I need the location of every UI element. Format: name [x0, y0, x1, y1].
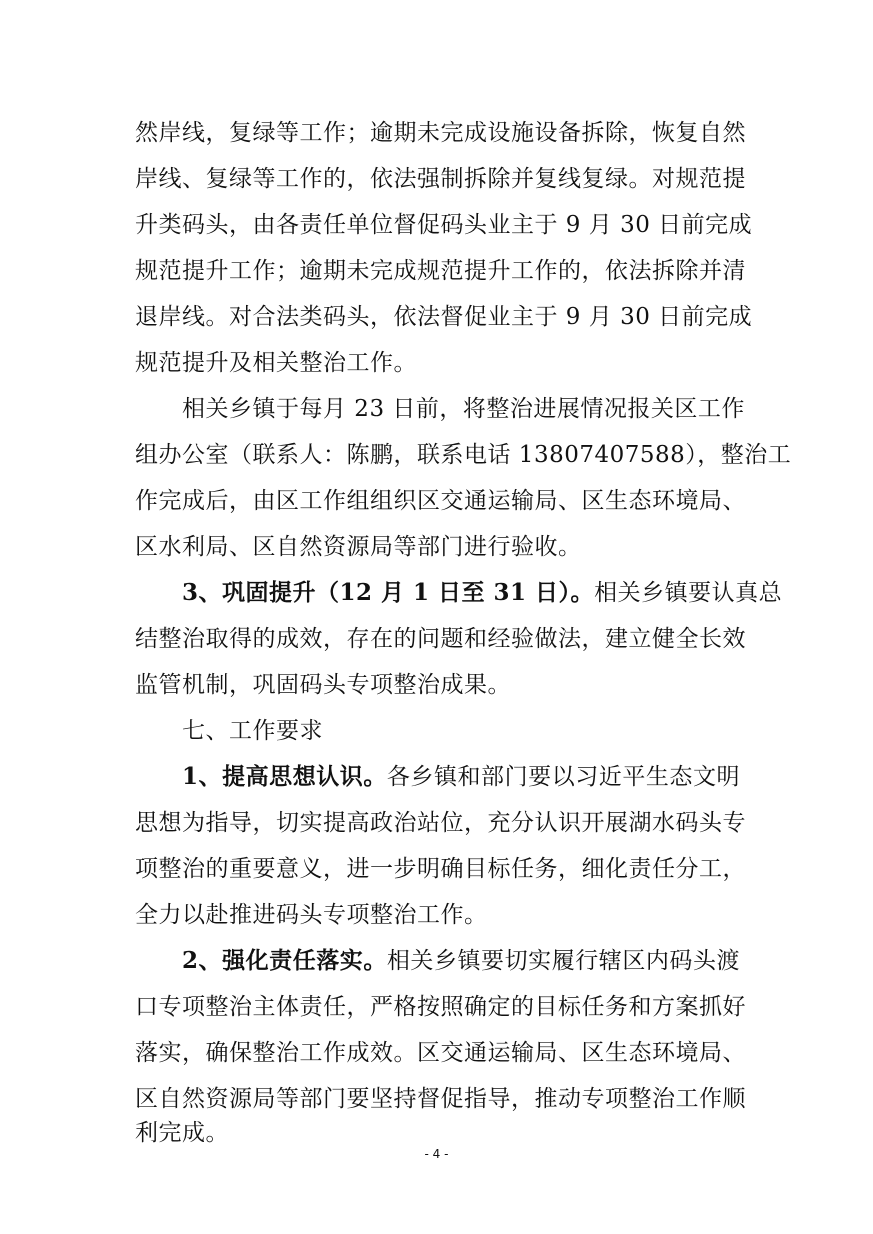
body-text-line: 区水利局、区自然资源局等部门进行验收。 — [135, 534, 582, 560]
body-text-line — [182, 578, 783, 608]
body-text-span: 各乡镇和部门要以习近平生态文明 — [386, 764, 740, 790]
body-text-line: 规范提升工作；逾期未完成规范提升工作的，依法拆除并清 — [135, 258, 746, 284]
body-text-line: 退岸线。对合法类码头，依法督促业主于 9 月 30 日前完成 — [135, 304, 753, 330]
body-text-line: 监管机制，巩固码头专项整治成果。 — [135, 672, 511, 698]
body-text-line: 结整治取得的成效，存在的问题和经验做法，建立健全长效 — [135, 626, 746, 652]
subsection-heading: 1、提高思想认识。 — [182, 763, 387, 790]
body-text-line — [182, 762, 740, 792]
body-text-line: 然岸线，复绿等工作；逾期未完成设施设备拆除，恢复自然 — [135, 120, 746, 146]
body-text-line: 升类码头，由各责任单位督促码头业主于 9 月 30 日前完成 — [135, 212, 753, 238]
body-text-line: 思想为指导，切实提高政治站位，充分认识开展湖水码头专 — [135, 810, 746, 836]
subsection-heading: 3、巩固提升（12 月 1 日至 31 日）。 — [182, 579, 595, 606]
subsection-heading: 2、强化责任落实。 — [182, 947, 387, 974]
body-text-line: 口专项整治主体责任，严格按照确定的目标任务和方案抓好 — [135, 994, 746, 1020]
body-text-line: 规范提升及相关整治工作。 — [135, 350, 417, 376]
body-text-line: 利完成。 — [135, 1120, 229, 1146]
body-text-line: 作完成后，由区工作组组织区交通运输局、区生态环境局、 — [135, 488, 746, 514]
body-text-line: 落实，确保整治工作成效。区交通运输局、区生态环境局、 — [135, 1040, 746, 1066]
body-text-span: 相关乡镇要认真总 — [594, 580, 783, 606]
body-text-line: 项整治的重要意义，进一步明确目标任务，细化责任分工， — [135, 856, 746, 882]
body-text-line: 组办公室（联系人：陈鹏，联系电话 13807407588），整治工 — [135, 442, 792, 468]
body-text-line: 相关乡镇于每月 23 日前，将整治进展情况报关区工作 — [182, 396, 745, 422]
body-text-line — [182, 946, 740, 976]
body-text-line: 区自然资源局等部门要坚持督促指导，推动专项整治工作顺 — [135, 1086, 746, 1112]
body-text-line: 岸线、复绿等工作的，依法强制拆除并复线复绿。对规范提 — [135, 166, 746, 192]
body-text-line: 全力以赴推进码头专项整治工作。 — [135, 902, 488, 928]
section-heading: 七、工作要求 — [182, 718, 323, 744]
page-number: - 4 - — [424, 1147, 449, 1161]
body-text-span: 相关乡镇要切实履行辖区内码头渡 — [386, 948, 740, 974]
